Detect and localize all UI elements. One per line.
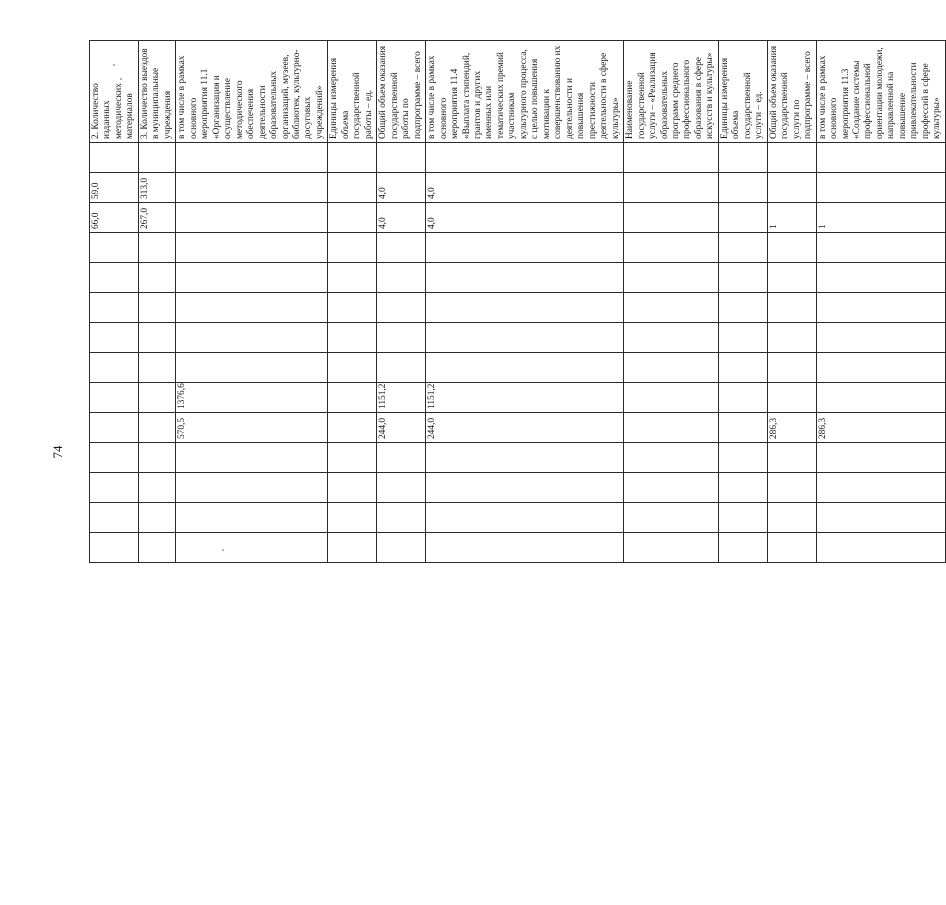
table-cell — [426, 143, 624, 173]
table-cell — [377, 443, 426, 473]
table-cell — [377, 533, 426, 563]
table-cell — [624, 383, 719, 413]
table-cell — [718, 323, 767, 353]
table-cell — [426, 473, 624, 503]
table-cell: 1376,6 — [176, 383, 328, 413]
table-cell — [90, 353, 139, 383]
table-cell — [90, 323, 139, 353]
table-cell — [624, 143, 719, 173]
table-cell — [328, 503, 377, 533]
table-cell: 1151,2 — [426, 383, 624, 413]
table-cell — [90, 263, 139, 293]
table-cell — [138, 473, 175, 503]
table-cell — [816, 173, 945, 203]
table-cell — [176, 233, 328, 263]
table-cell — [767, 293, 816, 323]
table-container — [89, 41, 943, 563]
table-cell — [138, 143, 175, 173]
table-cell — [138, 263, 175, 293]
table-cell — [377, 503, 426, 533]
table-cell: 4,0 — [377, 203, 426, 233]
table-row — [624, 41, 719, 563]
table-cell — [816, 503, 945, 533]
table-cell — [328, 143, 377, 173]
table-cell — [328, 533, 377, 563]
page-number: 74 — [50, 445, 65, 459]
table-cell — [377, 233, 426, 263]
table-cell — [138, 503, 175, 533]
table-cell — [328, 203, 377, 233]
table-cell: 570,5 — [176, 413, 328, 443]
table-cell — [328, 323, 377, 353]
row-label: Наименование государственной услуги – «Реализация образовательных программ среднего профессионального образования в сфере искусств и культуры» — [624, 41, 719, 143]
table-cell — [624, 323, 719, 353]
table-cell: 4,0 — [377, 173, 426, 203]
table-cell — [767, 443, 816, 473]
row-label: в том числе в рамках основного мероприятия 11.3 «Создание системы профессиональной ориентации молодежи, направленной на повышение привлекательности профессий в сфере культуры» — [816, 41, 945, 143]
table-row — [426, 41, 624, 563]
table-cell — [426, 503, 624, 533]
table-cell — [816, 533, 945, 563]
table-cell — [176, 203, 328, 233]
table-cell — [718, 503, 767, 533]
table-cell — [624, 233, 719, 263]
table-row — [377, 41, 426, 563]
table-cell — [176, 263, 328, 293]
table-cell — [718, 353, 767, 383]
table-cell — [718, 233, 767, 263]
table-cell — [138, 323, 175, 353]
table-cell — [377, 353, 426, 383]
table-cell — [624, 443, 719, 473]
table-cell — [718, 203, 767, 233]
table-cell — [426, 353, 624, 383]
table-cell — [816, 293, 945, 323]
table-cell: 66,0 — [90, 203, 139, 233]
table-cell — [90, 143, 139, 173]
table-cell — [624, 473, 719, 503]
table-cell — [90, 443, 139, 473]
table-cell: 1151,2 — [377, 383, 426, 413]
table-cell — [624, 263, 719, 293]
scan-speck — [120, 78, 122, 80]
table-cell — [328, 173, 377, 203]
table-cell — [816, 473, 945, 503]
table-row — [816, 41, 945, 563]
table-cell — [328, 473, 377, 503]
data-table — [89, 40, 946, 563]
table-cell — [767, 473, 816, 503]
table-cell — [328, 413, 377, 443]
table-cell — [718, 533, 767, 563]
table-cell — [138, 443, 175, 473]
table-cell: 286,3 — [816, 413, 945, 443]
table-cell — [138, 353, 175, 383]
table-cell — [816, 263, 945, 293]
table-cell — [767, 353, 816, 383]
table-cell — [624, 203, 719, 233]
row-label: в том числе в рамках основного мероприятия 11.1 «Организация и осуществление методического обеспечения деятельности образовательных организаций, музеев, библиотек, культурно-досуговых учреждений» — [176, 41, 328, 143]
table-cell — [90, 533, 139, 563]
table-cell: 244,0 — [426, 413, 624, 443]
table-cell — [176, 473, 328, 503]
table-cell — [90, 233, 139, 263]
row-label: Единицы измерения объема государственной услуги – ед. — [718, 41, 767, 143]
row-label: 2. Количество изданных методических материалов — [90, 41, 139, 143]
table-cell — [377, 263, 426, 293]
table-cell — [426, 293, 624, 323]
table-cell — [176, 503, 328, 533]
table-cell — [138, 233, 175, 263]
table-cell — [328, 293, 377, 323]
table-cell — [718, 173, 767, 203]
table-cell — [426, 323, 624, 353]
table-cell — [624, 413, 719, 443]
table-cell — [767, 383, 816, 413]
table-cell — [176, 353, 328, 383]
table-cell — [718, 263, 767, 293]
row-label: 3. Количество выездов в муниципальные учреждения — [138, 41, 175, 143]
scan-speck — [222, 549, 224, 551]
table-cell — [624, 503, 719, 533]
table-cell — [624, 293, 719, 323]
table-row — [767, 41, 816, 563]
table-cell — [176, 443, 328, 473]
table-cell — [90, 293, 139, 323]
table-cell — [377, 323, 426, 353]
table-cell — [90, 503, 139, 533]
table-cell — [624, 533, 719, 563]
table-cell — [377, 293, 426, 323]
table-cell — [176, 533, 328, 563]
table-cell — [816, 443, 945, 473]
table-cell: 286,3 — [767, 413, 816, 443]
table-cell — [816, 323, 945, 353]
table-cell — [624, 353, 719, 383]
table-cell — [718, 293, 767, 323]
table-cell — [328, 233, 377, 263]
table-cell — [426, 443, 624, 473]
table-cell — [138, 413, 175, 443]
table-cell — [718, 383, 767, 413]
table-cell — [176, 143, 328, 173]
table-cell — [176, 173, 328, 203]
table-cell — [718, 143, 767, 173]
table-cell — [90, 383, 139, 413]
table-cell — [767, 233, 816, 263]
table-cell — [328, 443, 377, 473]
table-row — [138, 41, 175, 563]
table-cell: 4,0 — [426, 203, 624, 233]
table-cell — [816, 233, 945, 263]
table-cell — [767, 503, 816, 533]
table-cell — [138, 533, 175, 563]
table-cell — [328, 353, 377, 383]
table-cell — [816, 353, 945, 383]
table-cell — [767, 533, 816, 563]
table-cell: 1 — [767, 203, 816, 233]
table-row — [90, 41, 139, 563]
table-cell — [176, 293, 328, 323]
table-cell — [328, 263, 377, 293]
table-cell — [816, 143, 945, 173]
table-cell — [328, 383, 377, 413]
table-cell — [718, 413, 767, 443]
row-label: Общий объем оказания государственной работы по подпрограмме – всего — [377, 41, 426, 143]
table-row — [176, 41, 328, 563]
row-label: Общий объем оказания государственной услуги по подпрограмме – всего — [767, 41, 816, 143]
table-cell — [426, 533, 624, 563]
table-cell: 244,0 — [377, 413, 426, 443]
table-cell: 1 — [816, 203, 945, 233]
table-cell — [426, 263, 624, 293]
table-cell — [426, 233, 624, 263]
table-cell — [377, 143, 426, 173]
row-label: Единицы измерения объема государственной работы – ед. — [328, 41, 377, 143]
table-cell: 267,0 — [138, 203, 175, 233]
table-row — [328, 41, 377, 563]
table-cell — [377, 473, 426, 503]
table-cell — [176, 323, 328, 353]
table-cell — [90, 413, 139, 443]
table-cell — [767, 173, 816, 203]
table-cell — [767, 323, 816, 353]
table-cell — [816, 383, 945, 413]
table-cell — [624, 173, 719, 203]
table-cell — [90, 473, 139, 503]
table-cell: 59,0 — [90, 173, 139, 203]
table-row — [718, 41, 767, 563]
table-cell — [718, 443, 767, 473]
table-cell — [138, 383, 175, 413]
table-cell — [718, 473, 767, 503]
table-cell — [767, 263, 816, 293]
table-cell — [138, 293, 175, 323]
table-cell — [767, 143, 816, 173]
table-cell: 4,0 — [426, 173, 624, 203]
scan-speck — [113, 64, 115, 66]
row-label: в том числе в рамках основного мероприятия 11.4 «Выплата стипендий, грантов и других именных или тематических премий участникам культурного процесса, с целью повышения мотивации к совершенствованию их деятельности и повышения престижности деятельности в сфере культуры» — [426, 41, 624, 143]
table-cell: 313,0 — [138, 173, 175, 203]
